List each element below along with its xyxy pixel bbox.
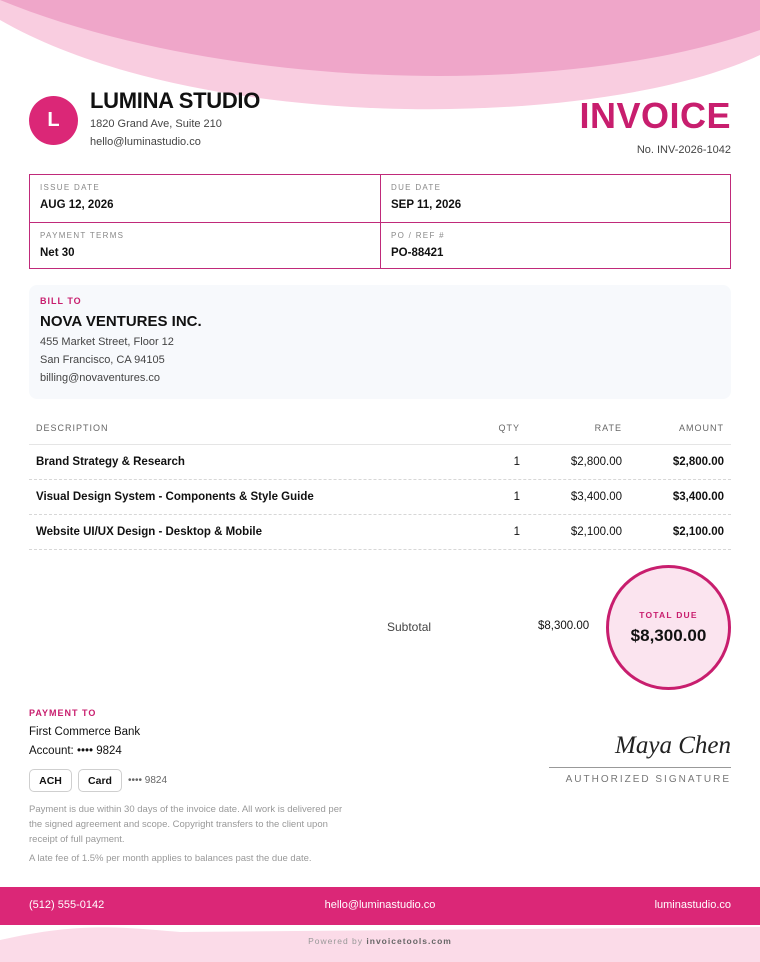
- payment-terms-label: PAYMENT TERMS: [40, 230, 125, 240]
- table-row: [29, 515, 731, 550]
- ach-method-button[interactable]: ACH: [29, 769, 72, 792]
- header-description: DESCRIPTION: [36, 423, 109, 433]
- payment-to-label: PAYMENT TO: [29, 708, 97, 718]
- issue-date-cell: [30, 175, 380, 222]
- footer-website[interactable]: luminastudio.co: [654, 899, 731, 911]
- footer-phone[interactable]: (512) 555-0142: [29, 899, 105, 911]
- po-ref-label: PO / REF #: [391, 230, 445, 240]
- card-method-button[interactable]: Card: [78, 769, 122, 792]
- subtotal-value: $8,300.00: [538, 620, 590, 632]
- invoice-title: INVOICE: [579, 95, 731, 136]
- company-address: 1820 Grand Ave, Suite 210: [90, 118, 222, 130]
- payment-methods: [29, 769, 167, 792]
- item-rate: $2,800.00: [570, 456, 622, 468]
- item-description: Website UI/UX Design - Desktop & Mobile: [36, 526, 262, 538]
- payment-bank: First Commerce Bank: [29, 726, 141, 738]
- item-amount: $2,800.00: [672, 456, 724, 468]
- card-masked-number: •••• 9824: [128, 775, 168, 786]
- po-ref-cell: [380, 222, 730, 269]
- payment-account: Account: •••• 9824: [29, 745, 122, 757]
- powered-by: [0, 936, 760, 946]
- bill-to-name: NOVA VENTURES INC.: [40, 313, 202, 330]
- header-rate: RATE: [594, 423, 622, 433]
- footer-email[interactable]: hello@luminastudio.co: [324, 899, 436, 911]
- company-email[interactable]: hello@luminastudio.co: [90, 136, 201, 148]
- due-date-cell: [380, 175, 730, 222]
- po-ref-value: PO-88421: [391, 246, 444, 259]
- total-due-value: $8,300.00: [630, 625, 707, 645]
- signature-name: Maya Chen: [615, 732, 731, 759]
- issue-date-value: AUG 12, 2026: [40, 199, 114, 211]
- header-qty: QTY: [498, 423, 520, 433]
- item-rate: $3,400.00: [570, 491, 622, 503]
- bill-to-address-line-2: San Francisco, CA 94105: [40, 354, 165, 366]
- due-date-value: SEP 11, 2026: [391, 199, 462, 211]
- bill-to-section: [29, 285, 731, 399]
- item-qty: 1: [513, 526, 520, 538]
- header-amount: AMOUNT: [679, 423, 724, 433]
- total-due-label: TOTAL DUE: [639, 609, 698, 620]
- payment-terms-value: Net 30: [40, 246, 75, 259]
- logo-letter: L: [47, 109, 60, 131]
- item-amount: $3,400.00: [672, 491, 724, 503]
- signature-line: [549, 767, 731, 768]
- table-header-row: [29, 412, 731, 445]
- item-qty: 1: [513, 491, 520, 503]
- invoice-meta-grid: [29, 174, 731, 269]
- invoice-number: No. INV-2026-1042: [636, 144, 731, 156]
- late-fee-note: A late fee of 1.5% per month applies to balances past the due date.: [29, 853, 312, 864]
- footer-bar: [0, 887, 760, 925]
- issue-date-label: ISSUE DATE: [40, 183, 100, 192]
- payment-terms-note: Payment is due within 30 days of the invoice date. All work is delivered per the signed agreement and scope. Copyright transfers to the client upon receipt of full payment.: [29, 804, 343, 845]
- company-logo: [29, 96, 78, 145]
- due-date-label: DUE DATE: [391, 183, 442, 192]
- bill-to-address-line-1: 455 Market Street, Floor 12: [40, 336, 174, 348]
- item-description: Brand Strategy & Research: [36, 456, 185, 468]
- total-due-badge: [606, 565, 731, 690]
- subtotal-label: Subtotal: [387, 620, 432, 634]
- table-row: [29, 480, 731, 515]
- company-name: LUMINA STUDIO: [90, 88, 261, 113]
- line-items-table: [29, 412, 731, 550]
- payment-terms-cell: [30, 222, 380, 269]
- table-row: [29, 445, 731, 480]
- signature-label: AUTHORIZED SIGNATURE: [565, 774, 731, 785]
- bill-to-email[interactable]: billing@novaventures.co: [40, 372, 161, 384]
- item-qty: 1: [513, 456, 520, 468]
- powered-by-prefix: Powered by: [308, 936, 364, 946]
- item-rate: $2,100.00: [570, 526, 622, 538]
- powered-by-brand[interactable]: invoicetools.com: [366, 936, 452, 946]
- item-amount: $2,100.00: [672, 526, 724, 538]
- bill-to-label: BILL TO: [40, 296, 82, 306]
- item-description: Visual Design System - Components & Style Guide: [36, 491, 314, 503]
